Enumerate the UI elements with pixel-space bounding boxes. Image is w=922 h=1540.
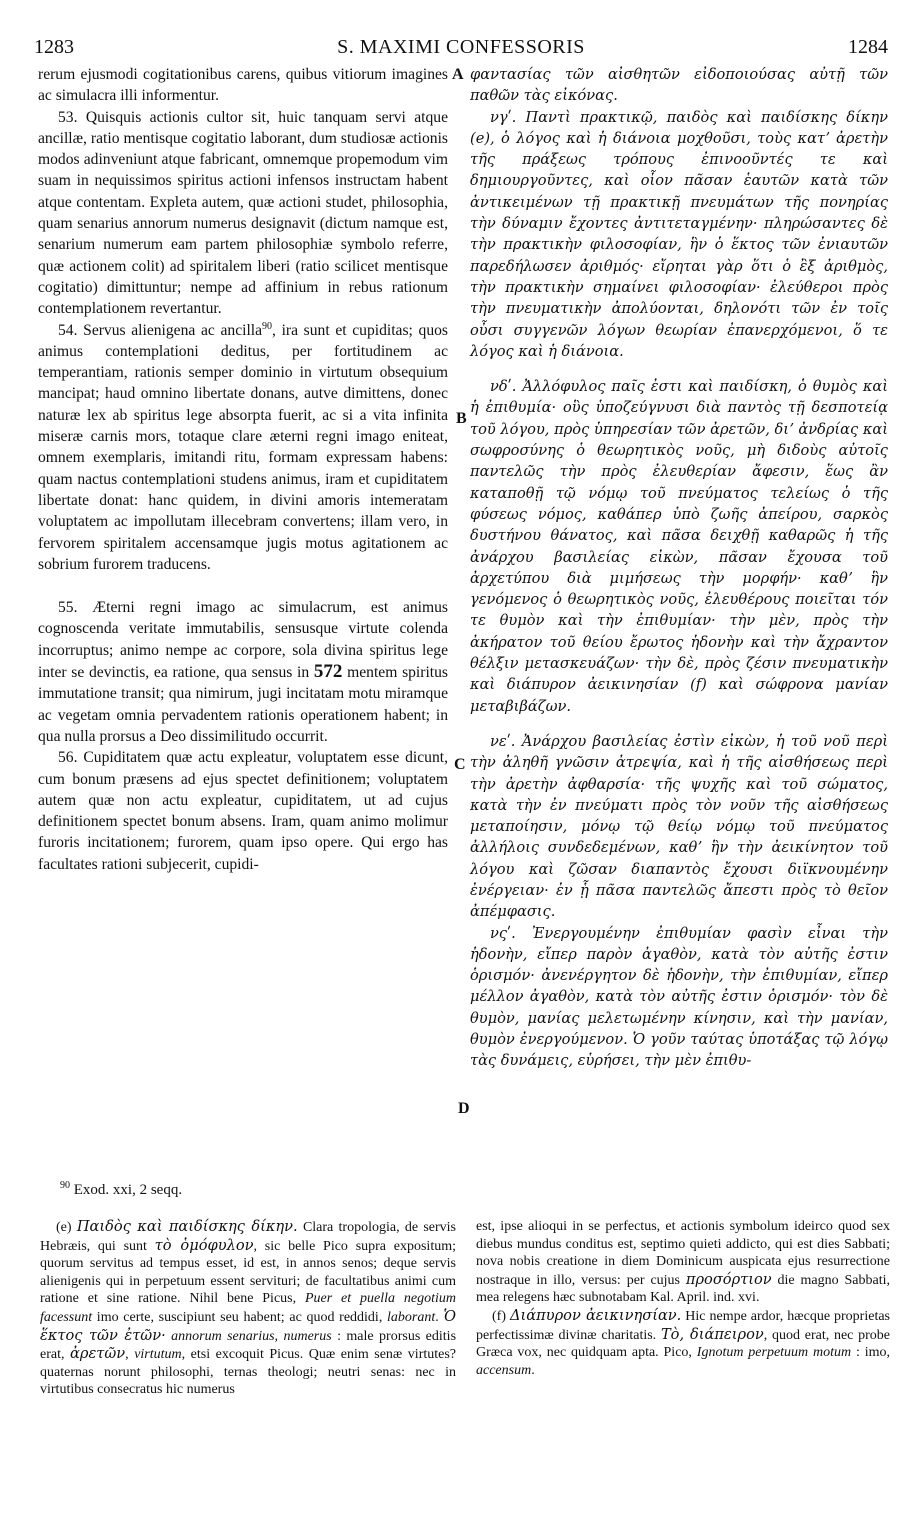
latin-paragraph-53: 53. Quisquis actionis cultor sit, huic tanquam servi atque ancillæ, ratio mentisque cogitatio laborant, dum studiosæ actionis modos adinveniunt atque fabricant, omnemque propemodum vim suam in nequissimos spiritus actioni infensos instructam habent atque contentam. Expleta autem, quæ actioni studet, philosophia, quam senarius annorum numerus designavit (dictum namque est, senarium numerum eam partem philosophiæ symbolo referre, quæ actionem colit) ad spiritalem liberi (ratio scilicet mentisque cogitatio) dimittuntur; nempe ad affinium in rebus rationum contemplationem revertantur. (38, 108, 448, 318)
note-e-text-1: Clara tropologia, de servis Hebræis, qui sunt (40, 1220, 456, 1254)
note-e-greek-1: τὸ ὁμόφυλον (154, 1236, 254, 1254)
note-e-text-2: , sic belle Pico supra expositum; quorum servitus ad tempus esset, id est, in annos senos; deque servis alienigenis qui in perpetuum essent servituri; de facultatibus animi cum ratione et sine ratione. Nihil bene Picus, (40, 1238, 456, 1307)
footnote-reference: 90 (262, 320, 273, 332)
note-e-italic-4: virtutum (134, 1347, 182, 1363)
note-f-label: (f) (492, 1308, 506, 1324)
footnote (60, 1182, 182, 1199)
latin-column (38, 64, 448, 875)
note-cont-greek-1: προσόρτιον (685, 1270, 772, 1288)
latin-paragraph-54 (38, 320, 448, 576)
note-f-italic-2: accensum (476, 1362, 532, 1378)
note-e-greek-2: Ὁ ἕκτος τῶν ἐτῶν· (40, 1307, 456, 1344)
greek-paragraph-54: νδʹ. Ἀλλόφυλος παῖς ἐστι καὶ παιδίσκη, ὁ θυμὸς καὶ ἡ ἐπιθυμία· οὓς ὑποζεύγνυσι διὰ παντὸς τῇ δεσποτείᾳ τοῦ λόγου, πρὸς ὑπηρεσίαν τῶν ἀρετῶν, διʼ ἀνδρίας καὶ σωφροσύνης ὁ θεωρητικὸς νοῦς, μὴ διδοὺς αὐτοῖς παντελῶς τὴν πρὸς ἐλευθερίαν ἄφεσιν, ἕως ἂν καταποθῇ τῷ νόμῳ τοῦ πνεύματος τελείως ὁ τῆς φύσεως νόμος, καθάπερ ὑπὸ ζωῆς ἀπείρου, σαρκὸς δυστήνου θάνατος, καὶ πᾶσα δειχθῇ καθαρῶς ἡ τῆς ἀνάρχου βασιλείας εἰκὼν, πᾶσαν ἔχουσα τοῦ ἀρχετύπου διὰ μιμήσεως τὴν μορφήν· καθʼ ἣν γενόμενος ὁ θεωρητικὸς νοῦς, ἐλευθέρους ποιεῖται τόν τε θυμὸν καὶ τὴν ἐπιθυμίαν· τὴν μὲν, πρὸς τὴν ἀκήρατον τοῦ θείου ἔρωτος ἡδονὴν καὶ τὴν ἄχραντον θέλξιν μετασκευάζων· τὴν δὲ, πρὸς ζέσιν πνευματικὴν καὶ διάπυρον ἀεικινησίαν (f) καὶ σώφρονα μανίαν μεταβιβάζων. (470, 378, 888, 715)
note-e-text-5: : male prorsus editis erat, (40, 1328, 457, 1363)
greek-paragraph-55: νεʹ. Ἀνάρχου βασιλείας ἐστὶν εἰκὼν, ἡ τοῦ νοῦ περὶ τὴν ἀληθῆ γνῶσιν ἀτρεψία, καὶ ἡ τῆς αἰσθήσεως περὶ τὴν ἀρετὴν ἀφθαρσία· τῆς ψυχῆς καὶ τοῦ σώματος, κατὰ τὴν ἐν πνεύματι πρὸς τὸν νοῦν τῆς αἰσθήσεως μεταποίησιν, μόνῳ τῷ θείῳ νόμῳ τοῦ πνεύματος ἀλλήλοις συνδεδεμένων, καθʼ ἣν τὴν ἀεικίνητον τοῦ λόγου καὶ ζῶσαν διαπαντὸς ἔχουσι διϊκνουμένην ἐνέργειαν· ἐν ᾗ πᾶσα παντελῶς ἄπεστι πρὸς τὸ θεῖον ἀπέμφασις. (470, 732, 888, 921)
note-e-lemma: Παιδὸς καὶ παιδίσκης δίκην. (76, 1218, 298, 1235)
greek-paragraph-56: νςʹ. Ἐνεργουμένην ἐπιθυμίαν φασὶν εἶναι τὴν ἡδονὴν, εἴπερ παρὸν ἀγαθὸν, κατὰ τὸν αὐτῆς ἐστιν ὁρισμόν· ἀνενέργητον δὲ ἡδονὴν, τὴν ἐπιθυμίαν, εἴπερ μέλλον ἀγαθὸν, κατὰ τὸν αὐτῆς ἐστιν ὁρισμόν· τὸν δὲ θυμὸν, μανίας μελετωμένην κίνησιν, καὶ τὴν μανίαν, θυμὸν ἐνεργούμενον. Ὁ γοῦν ταύτας ὑποτάξας τῷ λόγῳ τὰς δυνάμεις, εὑρήσει, τὴν μὲν ἐπιθυ- (470, 924, 888, 1070)
latin-paragraph-54-rest: , ira sunt et cupiditas; quos animus contemplationi deditus, per fortitudinem ac temperantiam, rationis semper dominio in virtutum obsequium mancipat; haud omnino libertate donans, autve dimittens, donec naturæ lex ab spiritus lege absorpta fuerit, ac si a vita infinita miseræ carnis mors, totaque clare æterni regni imago eniteat, omnem exemplaris, imitandi ritu, formam expressam habens: quam nactus contemplationi studens animus, iram et cupiditatem libertate donat: hanc quidem, in divini amoris intemeratam voluptatem ac impollutam illecebram convertens; illam vero, in fervorem spiritalem accensamque jugis motus agitationem ac sobrium furorem traducens. (38, 321, 448, 573)
note-f-italic-1: Ignotum perpetuum motum (696, 1345, 852, 1361)
margin-marker-d: D (458, 1100, 470, 1117)
greek-paragraph-52-end: φαντασίας τῶν αἰσθητῶν εἰδοποιούσας αὐτῇ τῶν παθῶν τὰς εἰκόνας. (470, 66, 888, 105)
running-title: S. MAXIMI CONFESSORIS (337, 36, 585, 58)
margin-marker-a: A (452, 66, 464, 83)
margin-marker-b: B (456, 410, 467, 427)
note-f-text-2: , quod erat, nec probe Græca vox, nec quidquam apta. Pico, (476, 1327, 891, 1361)
note-e-italic-2: laborant (387, 1309, 436, 1325)
note-f-text-1: Hic nempe ardor, hæcque proprietas perfectissimæ divinæ charitatis. (476, 1308, 890, 1343)
note-f (476, 1307, 890, 1379)
note-e-italic-1: Puer et puella negotium facessunt (40, 1291, 456, 1325)
note-f-lemma: Διάπυρον ἀεικινησίαν. (510, 1306, 682, 1324)
latin-paragraph-54-start: 54. Servus alienigena ac ancilla (58, 321, 263, 339)
note-f-text-3: : imo, (851, 1345, 891, 1361)
note-e-text-3: imo certe, suscipiunt seu habent; ac quod reddidi, (92, 1309, 388, 1325)
note-cont-text-2: die magno Sabbati, mea relegens hæc subnotabam Kal. April. ind. xvi. (476, 1272, 890, 1306)
greek-paragraph-53: νγʹ. Παντὶ πρακτικῷ, παιδὸς καὶ παιδίσκης δίκην (e), ὁ λόγος καὶ ἡ διάνοια μοχθοῦσι, τοὺς κατʼ ἀρετὴν τῆς πράξεως τρόπους ἐπινοοῦντές τε καὶ δημιουργοῦντες, καὶ οἷον πᾶσαν ἑαυτῶν κατὰ τῶν ἀντικειμένων τῇ πρακτικῇ πνευμάτων τῆς πονηρίας τὴν δύναμιν ἔχοντες ἀντιτεταγμένην· πληρώσαντες δὲ τὴν πρακτικὴν φιλοσοφίαν, ἣν ὁ ἕκτος τῶν ἐνιαυτῶν παρεδήλωσεν ἀριθμός· εἴρηται γὰρ ὅτι ὁ ἒξ ἀριθμὸς, τὴν πρακτικὴν σημαίνει φιλοσοφίαν· ἐλεύθεροι πρὸς τὴν πνευματικὴν ἀπολύονται, δηλονότι τῶν ἐν τοῖς οὖσι συγγενῶν λόγων θεωρίαν ἐπανερχόμενοι, ὅ τε λόγος καὶ ἡ διάνοια. (470, 108, 888, 360)
note-e-continuation (476, 1218, 890, 1307)
note-f-greek-1: Τὸ, διάπειρον (660, 1325, 764, 1343)
footnote-text: Exod. xxi, 2 seqq. (73, 1182, 183, 1198)
latin-paragraph-55-rest: mentem spiritus immutatione transit; qua nimirum, jugi incitatam motu miramque ac vegetam omnia pervadentem rationis operationem habent; in qua nulla prorsus a Deo dissimilitudo occurrit. (38, 664, 448, 745)
column-number: 572 (313, 661, 343, 683)
note-continuation-and-f (476, 1218, 890, 1379)
latin-paragraph-55 (38, 597, 448, 747)
page-number-right: 1284 (848, 36, 888, 58)
note-cont-text-1: est, ipse alioqui in se perfectus, et actionis symbolum ideirco quod sex diebus mundus conditus est, septimo quieti addicto, qui est dies Sabbati; nova nobis creatione in diem Dominicum auspicata ejus resurrectione nostraque in illo, versus: per cujus (476, 1219, 890, 1288)
footnote-number: 90 (60, 1180, 70, 1191)
note-e-greek-3: ἀρετῶν (70, 1345, 126, 1363)
page-header (34, 36, 888, 64)
greek-column (470, 64, 888, 1072)
page-number-left: 1283 (34, 36, 74, 58)
note-e-text-6: , (125, 1347, 135, 1363)
note-f-text-4: . (531, 1362, 535, 1378)
latin-paragraph-52-end: rerum ejusmodi cogitationibus carens, quibus vitiorum imagines ac simulacra illi informentur. (38, 66, 448, 105)
latin-paragraph-56: 56. Cupiditatem quæ actu expleatur, voluptatem esse dicunt, cum bonum præsens ad ejus spectet definitionem; voluptatem autem quæ non actu expleatur, cupiditatem, ut ad cujus definitionem spectet bonum absens. Iram, quam animo molimur furoris incitationem; furorem, quam ipso opere. Qui ergo has facultates rationi subjecerit, cupidi- (38, 749, 448, 873)
note-e-label: (e) (56, 1220, 72, 1235)
margin-marker-c: C (454, 756, 466, 773)
note-e (40, 1218, 456, 1399)
note-e-text-7: , etsi excoquit Picus. Quæ enim senæ virtutes? quaternas norunt philosophi, ternas theologi; neutri senas: nec in virtutibus consecratus hic numerus (40, 1347, 457, 1398)
note-e-text-4: . (435, 1309, 444, 1325)
latin-paragraph-55-start: 55. Æterni regni imago ac simulacrum, est animus cognoscenda veritate immutabilis, sensusque virtute colenda incorruptus; animo nempe ac corpore, sola divina spiritus lege inter se devinctis, ea ratione, qua sensus in (38, 599, 448, 682)
note-e-italic-3: annorum senarius, numerus (165, 1328, 332, 1344)
